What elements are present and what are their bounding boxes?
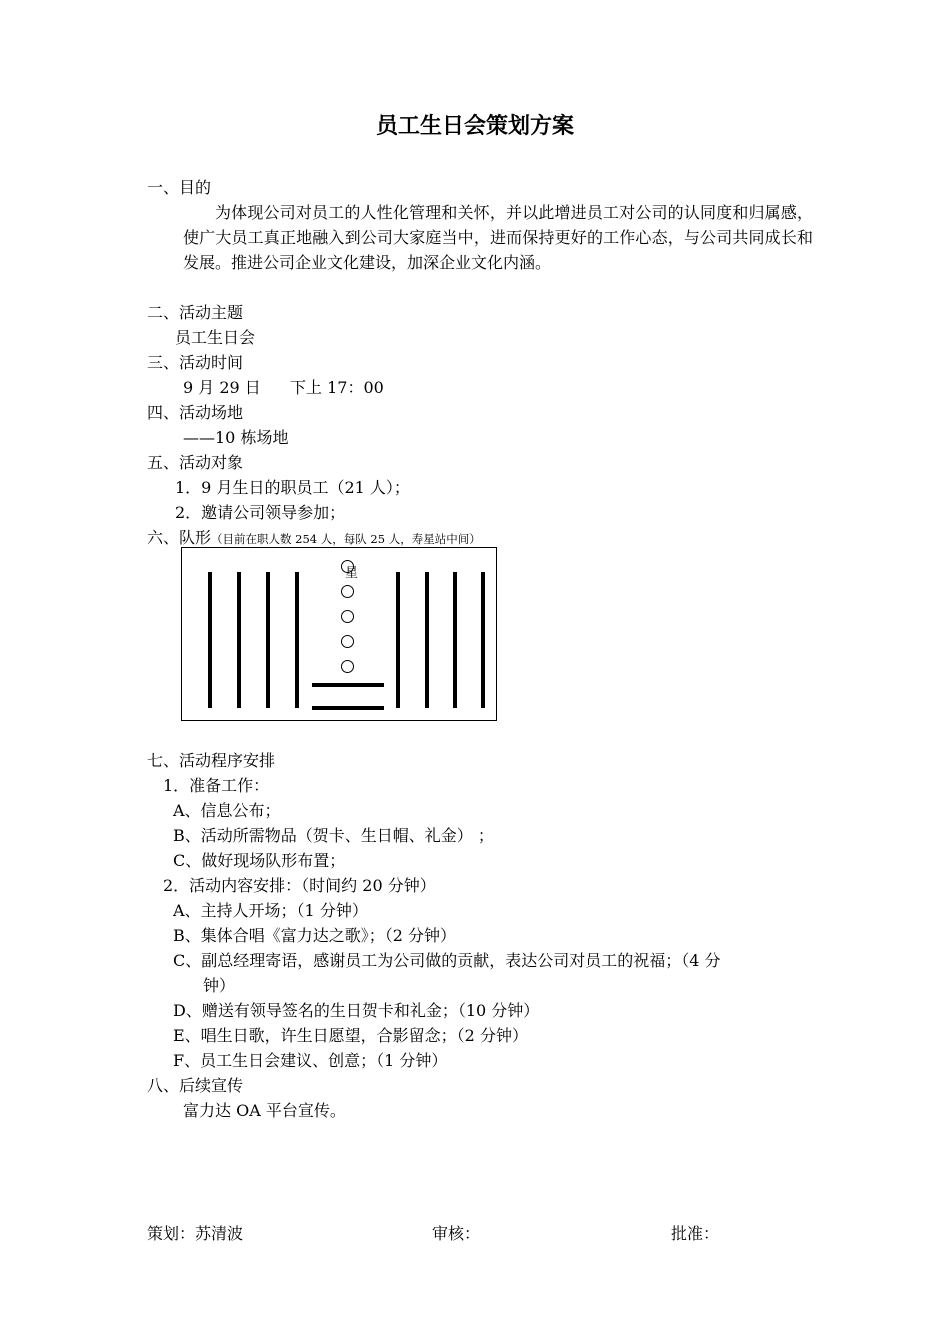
list-item: B、活动所需物品（贺卡、生日帽、礼金） ； <box>173 826 494 845</box>
section-1-heading: 一、目的 <box>147 178 212 197</box>
list-item: D、赠送有领导签名的生日贺卡和礼金；（10 分钟） <box>173 1001 540 1020</box>
star-label: 星 <box>345 566 359 581</box>
prep-title: 1．准备工作： <box>163 776 270 795</box>
list-item: C、做好现场队形布置； <box>173 851 346 870</box>
document-title: 员工生日会策划方案 <box>375 114 574 139</box>
birthday-person-marker <box>341 635 354 648</box>
queue-line <box>453 572 457 708</box>
section-5-heading: 五、活动对象 <box>147 453 244 472</box>
queue-line <box>208 572 212 708</box>
queue-line <box>425 572 429 708</box>
reviewer-signature: 审核： <box>432 1224 481 1243</box>
list-item: B、集体合唱《富力达之歌》；（2 分钟） <box>173 926 457 945</box>
section-8-body: 富力达 OA 平台宣传。 <box>183 1101 346 1120</box>
birthday-person-marker <box>341 585 354 598</box>
list-item: C、副总经理寄语，感谢员工为公司做的贡献，表达公司对员工的祝福；（4 分 <box>173 951 721 970</box>
birthday-person-marker <box>341 610 354 623</box>
formation-diagram <box>181 547 497 721</box>
list-item: A、主持人开场；（1 分钟） <box>173 901 368 920</box>
section-3-heading: 三、活动时间 <box>147 353 244 372</box>
approver-signature: 批准： <box>671 1224 720 1243</box>
queue-line-horizontal <box>312 683 384 687</box>
queue-line <box>295 572 299 708</box>
queue-line <box>481 572 485 708</box>
section-2-heading: 二、活动主题 <box>147 303 244 322</box>
section-4-body: ——10 栋场地 <box>183 428 289 447</box>
planner-signature: 策划：苏清波 <box>147 1224 244 1243</box>
queue-line <box>237 572 241 708</box>
section-7-heading: 七、活动程序安排 <box>147 751 276 770</box>
queue-line-horizontal <box>312 706 384 710</box>
list-item: 2．邀请公司领导参加； <box>175 503 346 522</box>
list-item-continuation: 钟） <box>203 976 236 995</box>
formation-note: （目前在职人数 254 人，每队 25 人，寿星站中间） <box>211 532 481 546</box>
section-6-heading: 六、队形 <box>147 528 212 547</box>
content-title: 2．活动内容安排：（时间约 20 分钟） <box>163 876 436 895</box>
queue-line <box>396 572 400 708</box>
list-item: 1．9 月生日的职员工（21 人）； <box>175 478 410 497</box>
event-date: 9 月 29 日 <box>183 378 261 397</box>
list-item: A、信息公布； <box>173 801 281 820</box>
queue-line <box>266 572 270 708</box>
list-item: F、员工生日会建议、创意；（1 分钟） <box>173 1051 448 1070</box>
section-4-heading: 四、活动场地 <box>147 403 244 422</box>
section-1-body: 为体现公司对员工的人性化管理和关怀，并以此增进员工对公司的认同度和归属感，使广大员工真正地融入到公司大家庭当中，进而保持更好的工作心态，与公司共同成长和发展。推进公司企业文化建设，加深企业文化内涵。 <box>183 203 813 272</box>
list-item: E、唱生日歌，许生日愿望，合影留念；（2 分钟） <box>173 1026 528 1045</box>
birthday-person-marker <box>341 660 354 673</box>
section-8-heading: 八、后续宣传 <box>147 1076 244 1095</box>
event-time: 下上 17：00 <box>290 378 384 397</box>
section-2-body: 员工生日会 <box>175 328 256 347</box>
